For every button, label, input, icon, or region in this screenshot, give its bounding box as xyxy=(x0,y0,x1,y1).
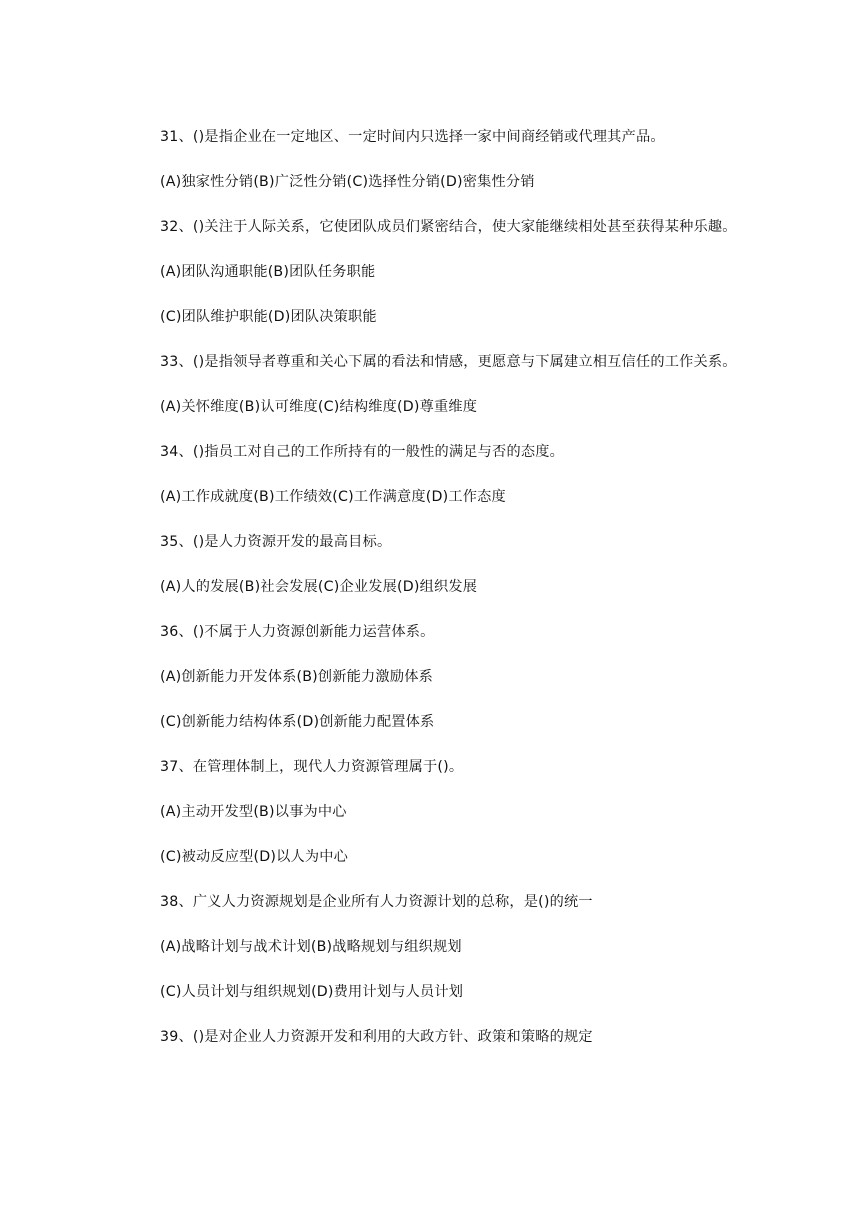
question-37-stem: 37、在管理体制上，现代人力资源管理属于()。 xyxy=(160,759,464,775)
question-38-options-cd: (C)人员计划与组织规划(D)费用计划与人员计划 xyxy=(160,984,464,1000)
question-32-stem: 32、()关注于人际关系，它使团队成员们紧密结合，使大家能继续相处甚至获得某种乐趣。 xyxy=(160,219,737,235)
document-body xyxy=(132,126,738,1071)
question-37-options-ab: (A)主动开发型(B)以事为中心 xyxy=(160,804,347,820)
question-32-options-cd: (C)团队维护职能(D)团队决策职能 xyxy=(160,309,377,325)
question-36-options-cd: (C)创新能力结构体系(D)创新能力配置体系 xyxy=(160,714,435,730)
question-33-stem: 33、()是指领导者尊重和关心下属的看法和情感，更愿意与下属建立相互信任的工作关系。 xyxy=(160,354,737,370)
question-35-stem: 35、()是人力资源开发的最高目标。 xyxy=(160,534,392,550)
question-38-options-ab: (A)战略计划与战术计划(B)战略规划与组织规划 xyxy=(160,939,462,955)
question-31-options: (A)独家性分销(B)广泛性分销(C)选择性分销(D)密集性分销 xyxy=(160,174,535,190)
question-36-stem: 36、()不属于人力资源创新能力运营体系。 xyxy=(160,624,435,640)
question-32-options-ab: (A)团队沟通职能(B)团队任务职能 xyxy=(160,264,376,280)
question-34-stem: 34、()指员工对自己的工作所持有的一般性的满足与否的态度。 xyxy=(160,444,565,460)
question-34-options: (A)工作成就度(B)工作绩效(C)工作满意度(D)工作态度 xyxy=(160,489,506,505)
question-38-stem: 38、广义人力资源规划是企业所有人力资源计划的总称，是()的统一 xyxy=(160,894,593,910)
question-35-options: (A)人的发展(B)社会发展(C)企业发展(D)组织发展 xyxy=(160,579,478,595)
question-37-options-cd: (C)被动反应型(D)以人为中心 xyxy=(160,849,349,865)
question-36-options-ab: (A)创新能力开发体系(B)创新能力激励体系 xyxy=(160,669,433,685)
question-33-options: (A)关怀维度(B)认可维度(C)结构维度(D)尊重维度 xyxy=(160,399,478,415)
question-39-stem: 39、()是对企业人力资源开发和利用的大政方针、政策和策略的规定 xyxy=(160,1029,593,1045)
question-31-stem: 31、()是指企业在一定地区、一定时间内只选择一家中间商经销或代理其产品。 xyxy=(160,129,665,145)
